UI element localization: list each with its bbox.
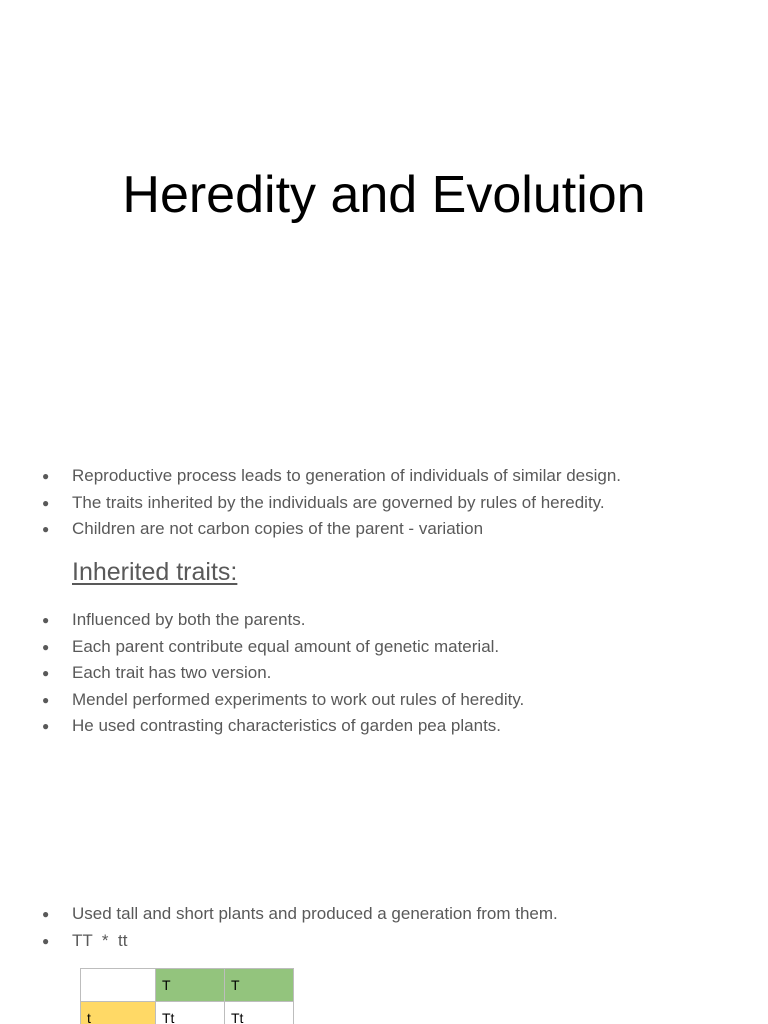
list-item-text: Influenced by both the parents. [72,610,306,629]
list-item [40,687,524,714]
bullet-icon: ● [42,666,50,680]
bullet-icon: ● [42,719,50,733]
table-header-cell: T [225,969,294,1002]
bullet-icon: ● [42,933,50,948]
list-item-text: TT * tt [72,930,128,950]
punnett-square-table [80,968,294,1024]
table-header-row [81,969,294,1002]
list-item-text: Used tall and short plants and produced a generation from them. [72,904,558,923]
list-item [40,490,621,517]
experiment-bullet-list [40,901,558,954]
list-item [40,516,621,543]
bullet-icon: ● [42,907,50,921]
table-row-label-cell: t [81,1002,156,1024]
traits-bullet-list [40,607,524,740]
section-heading: Inherited traits: [72,558,238,586]
list-item [40,463,621,490]
list-item [40,928,558,955]
bullet-icon: ● [42,469,50,483]
list-item-text: He used contrasting characteristics of garden pea plants. [72,716,502,735]
table-row [81,1002,294,1024]
bullet-icon: ● [42,692,50,707]
list-item-text: Each parent contribute equal amount of genetic material. [72,636,500,656]
list-item-text: The traits inherited by the individuals are governed by rules of heredity. [72,492,605,512]
table-header-cell: T [156,969,225,1002]
intro-bullet-list [40,463,621,543]
page-title: Heredity and Evolution [122,166,646,224]
bullet-icon: ● [42,639,50,654]
list-item [40,607,524,634]
list-item [40,660,524,687]
list-item-text: Each trait has two version. [72,663,272,682]
list-item-text: Reproductive process leads to generation of individuals of similar design. [72,466,622,485]
list-item [40,901,558,928]
bullet-icon: ● [42,613,50,627]
list-item [40,634,524,661]
bullet-icon: ● [42,495,50,510]
list-item-text: Mendel performed experiments to work out rules of heredity. [72,689,525,709]
table-corner-cell [81,969,156,1002]
list-item [40,713,524,740]
bullet-icon: ● [42,522,50,536]
list-item-text: Children are not carbon copies of the parent - variation [72,519,484,538]
table-cell: Tt [156,1002,225,1024]
table-cell: Tt [225,1002,294,1024]
